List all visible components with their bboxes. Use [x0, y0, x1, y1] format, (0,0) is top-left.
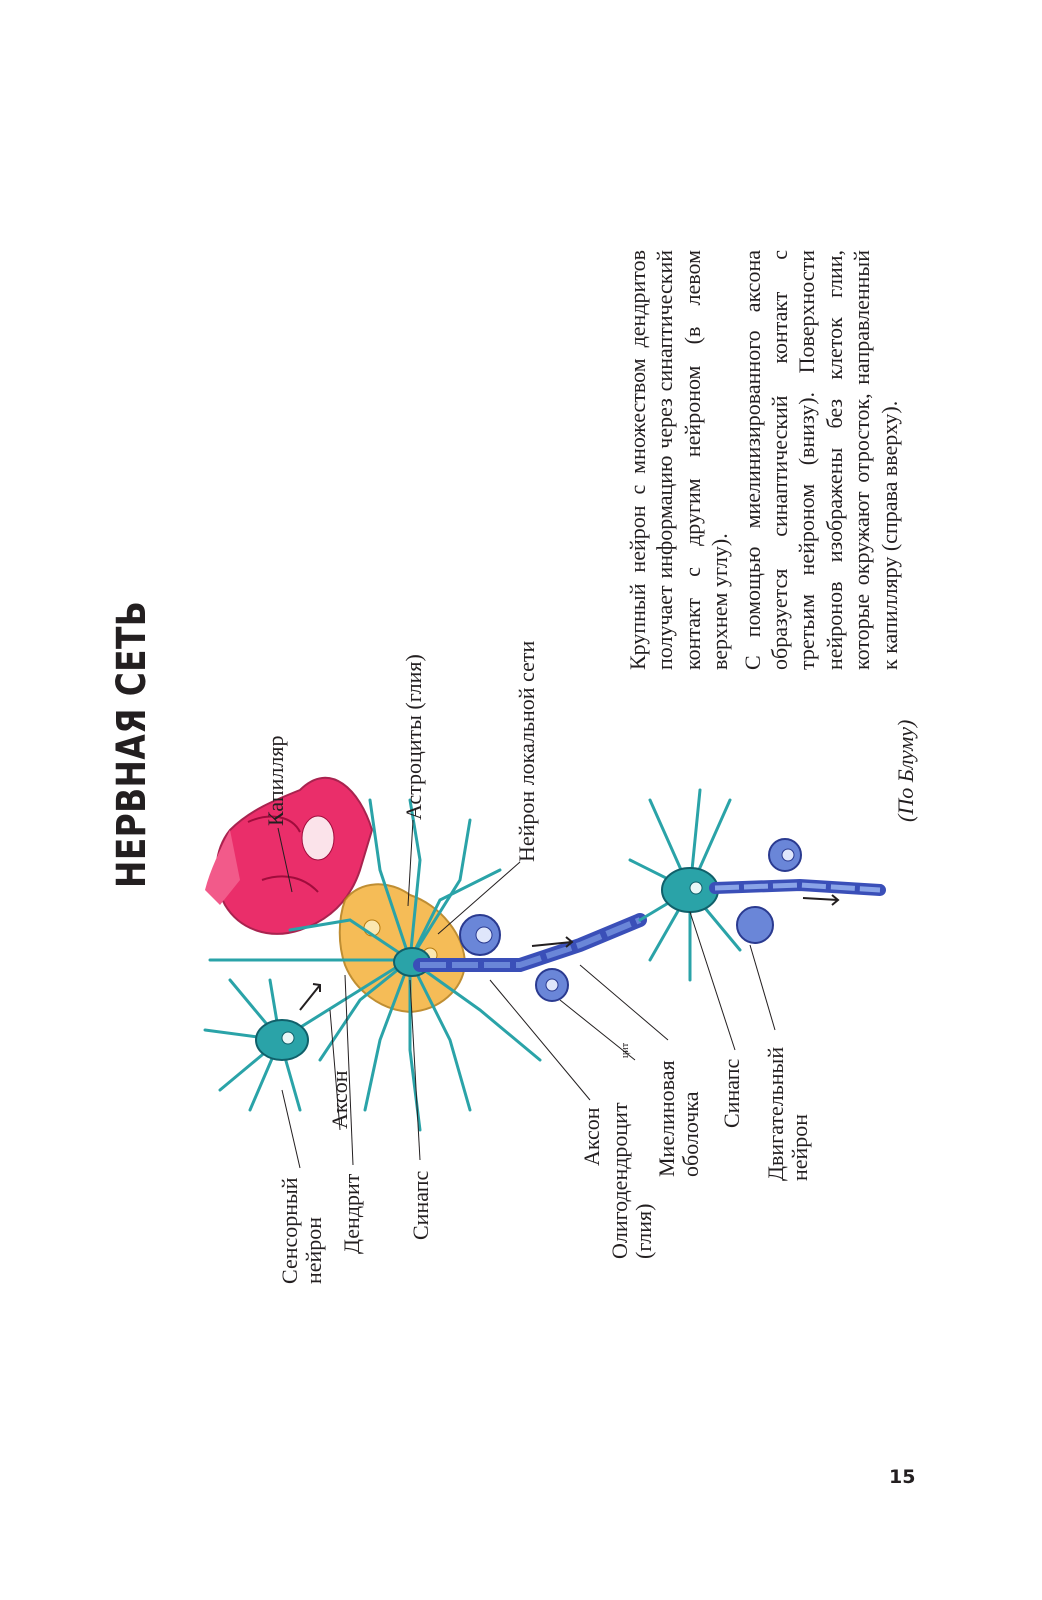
label-axon-bottom: Аксон — [579, 1107, 604, 1166]
label-synapse-bottom: Синапс — [719, 1058, 744, 1128]
label-myelin-sheath: Миелиновая оболочка — [654, 1060, 703, 1177]
label-oligodendrocyte-fragment: цит — [620, 1042, 631, 1058]
label-motor-neuron: Двигательный нейрон — [763, 1046, 812, 1181]
paragraph-2: С помощью миелинизированного аксона образуется синаптический контакт с третьим нейроном (внизу). Поверхности нейронов изображены без клеток глии, которые окружают отросток, направленный к капилляру (справа вверху). — [739, 250, 902, 670]
label-axon-top: Аксон — [327, 1070, 352, 1129]
label-sensory-neuron: Сенсорный нейрон — [277, 1177, 326, 1284]
page-title: НЕРВНАЯ СЕТЬ — [109, 600, 155, 888]
label-astrocytes: Астроциты (глия) — [401, 654, 426, 820]
label-synapse-top: Синапс — [408, 1170, 433, 1240]
label-capillary: Капилляр — [263, 735, 288, 826]
label-oligodendrocyte: Олигодендроцит (глия) — [607, 1102, 656, 1259]
label-local-neuron: Нейрон локальной сети — [514, 640, 539, 862]
body-text — [624, 250, 903, 670]
label-dendrite: Дендрит — [339, 1173, 364, 1254]
motor-neuron-illustration — [630, 790, 880, 980]
figure-caption: (По Блуму) — [893, 719, 918, 822]
paragraph-1: Крупный нейрон с множеством дендритов получает информацию через синаптический контакт с другим нейроном (в левом верхнем углу). — [625, 250, 733, 670]
page-number: 15 — [889, 1466, 916, 1488]
